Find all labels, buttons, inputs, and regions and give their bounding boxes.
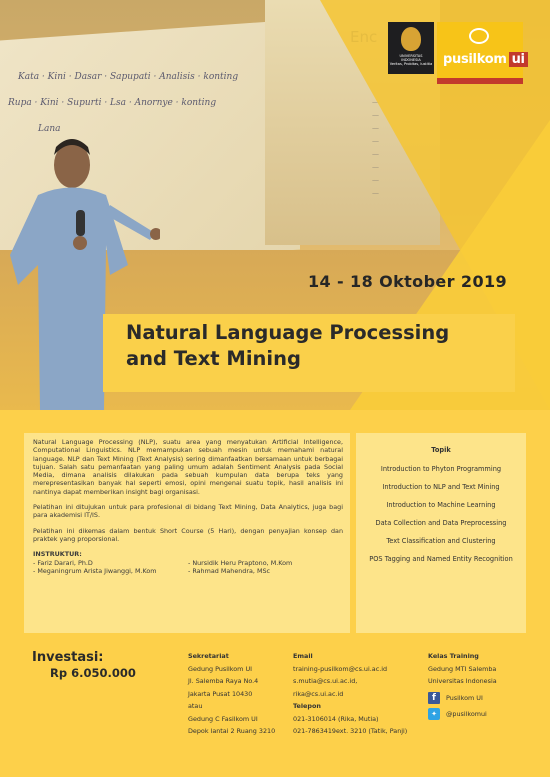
topik-item: POS Tagging and Named Entity Recognition <box>369 555 513 563</box>
twitter-handle: @pusilkomui <box>446 710 487 718</box>
instructor-name: - Nursidik Heru Praptono, M.Kom <box>188 558 293 567</box>
email-heading: Email <box>293 652 313 660</box>
sekretariat-line: Gedung Pusilkom UI <box>188 664 253 673</box>
sekretariat-column <box>188 650 275 738</box>
twitter-link[interactable] <box>428 708 497 721</box>
topik-item: Text Classification and Clustering <box>386 537 496 545</box>
instructor-row <box>33 567 343 575</box>
phone-number: 021-3106014 (Rika, Mutia) <box>293 714 379 723</box>
twitter-icon: ✦ <box>428 708 440 720</box>
event-date: 14 - 18 Oktober 2019 <box>308 272 508 291</box>
topik-item: Introduction to Machine Learning <box>386 501 496 509</box>
topik-item: Introduction to Phyton Programming <box>380 465 502 473</box>
topik-item: Introduction to NLP and Text Mining <box>382 483 500 491</box>
kelas-line: Universitas Indonesia <box>428 677 497 685</box>
description-text <box>33 438 343 575</box>
pusilkom-red-bar <box>437 78 523 84</box>
course-title <box>126 320 526 372</box>
course-title-line2: and Text Mining <box>126 347 301 370</box>
description-paragraph: Pelatihan ini ditujukan untuk para profesional di bidang Text Mining, Data Analytics, juga bagi para akademisi IT/IS. <box>33 503 343 520</box>
screen-title: Enc <box>350 28 378 46</box>
makara-seal-icon <box>401 27 421 51</box>
topik-heading: Topik <box>431 446 451 454</box>
topik-item: Data Collection and Data Preprocessing <box>375 519 507 527</box>
description-paragraph: Pelatihan ini dikemas dalam bentuk Short Course (5 Hari), dengan penyajian konsep dan praktek yang proporsional. <box>33 526 343 543</box>
telepon-heading: Telepon <box>293 702 321 710</box>
kelas-column <box>428 650 497 721</box>
screen-menu: — — — — — — — — <box>372 98 379 197</box>
instructor-name: - Rahmad Mahendra, MSc <box>188 566 271 575</box>
description-paragraph: Natural Language Processing (NLP), suatu area yang menyatukan Artificial Intelligence, Computational Linguistics. NLP memampukan sebuah mesin untuk memahami natural language. NLP dan Text Mining (Text Analysis) sering dimanfaatkan bersamaan untuk berbagai tujuan. Salah satu pemanfaatan yang paling umum adalah Sentiment Analysis pada Social Media, dimana analisis dilakukan pada sebuah kumpulan data berupa teks yang merepresentasikan banyak hal seperti emosi, opini mengenai suatu topik, hasil analisis ini nantinya dapat memberikan insight bagi organisasi. <box>33 438 343 496</box>
pusilkom-logo <box>437 22 523 84</box>
instructor-name: - Meganingrum Arista Jiwanggi, M.Kom <box>33 566 157 575</box>
pusilkom-suffix: ui <box>509 52 528 67</box>
whiteboard-scribble: Rupa · Kini · Supurti · Lsa · Anornye · konting <box>8 98 217 108</box>
email-link[interactable]: s.mutia@cs.ui.ac.id, <box>293 677 358 685</box>
phone-number: 021-7863419ext. 3210 (Tatik, Panji) <box>293 727 408 735</box>
email-link[interactable]: training-pusilkom@cs.ui.ac.id <box>293 664 388 673</box>
sekretariat-line: Gedung C Fasilkom UI <box>188 714 258 723</box>
ui-logo-line1: UNIVERSITAS <box>399 54 423 58</box>
instruktur-heading: INSTRUKTUR: <box>33 550 82 559</box>
sekretariat-line: atau <box>188 702 203 710</box>
facebook-icon: f <box>428 692 440 704</box>
ui-logo-line2: INDONESIA <box>401 58 421 62</box>
topik-list <box>360 446 522 573</box>
sekretariat-line: Jakarta Pusat 10430 <box>188 689 253 698</box>
kelas-line: Gedung MTI Salemba <box>428 664 497 673</box>
universitas-indonesia-logo <box>388 22 434 74</box>
sekretariat-line: Jl. Salemba Raya No.4 <box>188 677 259 685</box>
contact-column <box>293 650 407 738</box>
whiteboard-scribble: Kata · Kini · Dasar · Sapupati · Analisis · konting <box>18 72 239 82</box>
sekretariat-heading: Sekretariat <box>188 652 229 660</box>
kelas-heading: Kelas Training <box>428 652 479 660</box>
facebook-link[interactable] <box>428 692 497 705</box>
investasi-label: Investasi: <box>32 650 104 665</box>
ui-logo-line3: Veritas, Probitas, Iustitia <box>389 62 433 66</box>
email-link[interactable]: rika@cs.ui.ac.id <box>293 689 344 698</box>
course-title-line1: Natural Language Processing <box>126 321 450 344</box>
pusilkom-emblem-icon <box>469 28 489 44</box>
instructor-row <box>33 559 343 567</box>
facebook-handle: Pusilkom UI <box>446 693 483 702</box>
pusilkom-name: pusilkom <box>443 52 507 67</box>
sekretariat-line: Depok lantai 2 Ruang 3210 <box>188 727 276 735</box>
whiteboard-scribble: Lana <box>38 124 61 134</box>
investasi-price: Rp 6.050.000 <box>50 666 136 680</box>
instructor-name: - Fariz Darari, Ph.D <box>33 558 93 567</box>
